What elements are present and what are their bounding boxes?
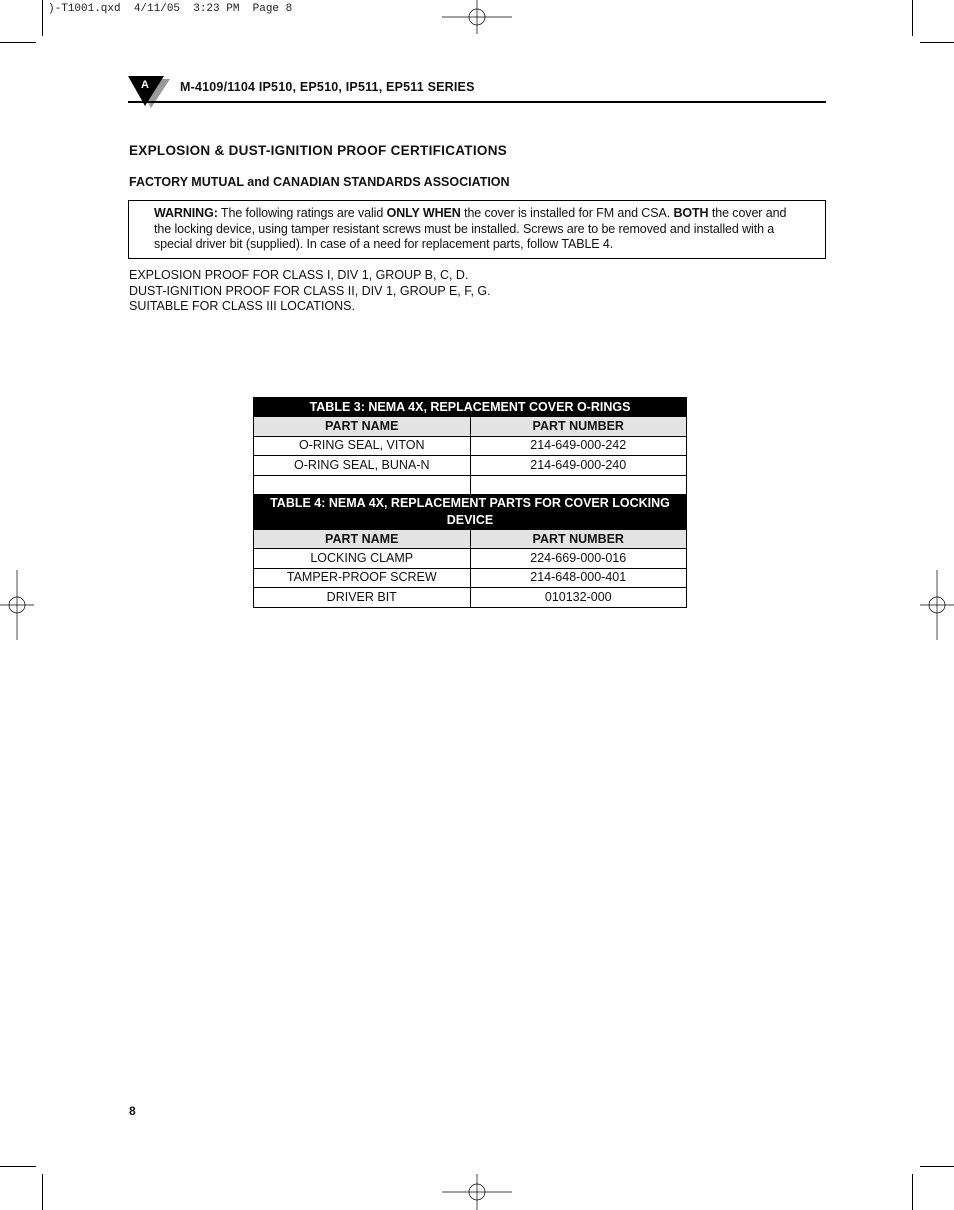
table4-caption: TABLE 4: NEMA 4X, REPLACEMENT PARTS FOR COVER LOCKING DEVICE [254, 494, 687, 529]
section-title: EXPLOSION & DUST-IGNITION PROOF CERTIFICATIONS [129, 143, 508, 158]
table-cell: TAMPER-PROOF SCREW [254, 568, 471, 587]
table3-column-header: PART NAME [254, 417, 471, 436]
table3-caption-row [254, 398, 687, 417]
table3-header-row [254, 417, 687, 436]
subsection-title: FACTORY MUTUAL and CANADIAN STANDARDS ASSOCIATION [129, 175, 510, 189]
print-slug: )-T1001.qxd 4/11/05 3:23 PM Page 8 [48, 3, 293, 15]
table-cell: O-RING SEAL, BUNA-N [254, 456, 471, 475]
table-cell: 214-648-000-401 [470, 568, 687, 587]
replacement-parts-tables [253, 397, 687, 608]
table-cell [470, 475, 687, 494]
certification-line: DUST-IGNITION PROOF FOR CLASS II, DIV 1, GROUP E, F, G. [129, 283, 491, 298]
table4-caption-row [254, 494, 687, 529]
registration-mark-bottom [442, 1174, 514, 1210]
table-row [254, 568, 687, 587]
table-cell: 010132-000 [470, 588, 687, 607]
registration-mark-left [0, 570, 36, 640]
registration-mark-top [442, 0, 514, 36]
table4-header-row [254, 529, 687, 548]
table-cell: LOCKING CLAMP [254, 549, 471, 568]
warning-text: WARNING: The following ratings are valid ONLY WHEN the cover is installed for FM and CSA. BOTH the cover and the locking device, using tamper resistant screws must be installed. Screws are to be removed and installed with a special driver bit (supplied). In case of a need for replacement parts, follow TABLE 4. [154, 206, 787, 251]
table-row [254, 549, 687, 568]
warning-only-when: ONLY WHEN [386, 206, 461, 220]
certification-list [129, 268, 491, 315]
warning-box [128, 200, 826, 259]
registration-mark-right [918, 570, 954, 640]
table-cell: O-RING SEAL, VITON [254, 436, 471, 455]
document-header-title: M-4109/1104 IP510, EP510, IP511, EP511 SERIES [180, 80, 475, 94]
table-cell: 214-649-000-242 [470, 436, 687, 455]
page-number: 8 [129, 1104, 136, 1118]
table-row [254, 436, 687, 455]
table3-column-header: PART NUMBER [470, 417, 687, 436]
table-row [254, 588, 687, 607]
table3-caption: TABLE 3: NEMA 4X, REPLACEMENT COVER O-RINGS [254, 398, 687, 417]
table-cell [254, 475, 471, 494]
certification-line: SUITABLE FOR CLASS III LOCATIONS. [129, 299, 355, 313]
section-tab-badge [128, 76, 170, 110]
warning-both: BOTH [673, 206, 709, 220]
table-row [254, 456, 687, 475]
table4-column-header: PART NUMBER [470, 529, 687, 548]
certification-line: EXPLOSION PROOF FOR CLASS I, DIV 1, GROUP B, C, D. [129, 268, 469, 282]
table-cell: 214-649-000-240 [470, 456, 687, 475]
header-rule [128, 101, 826, 103]
warning-label: WARNING: [154, 206, 218, 220]
table-row [254, 475, 687, 494]
table-cell: 224-669-000-016 [470, 549, 687, 568]
table4-column-header: PART NAME [254, 529, 471, 548]
tab-triangle-icon [128, 76, 170, 110]
table-cell: DRIVER BIT [254, 588, 471, 607]
tab-letter: A [141, 79, 149, 91]
